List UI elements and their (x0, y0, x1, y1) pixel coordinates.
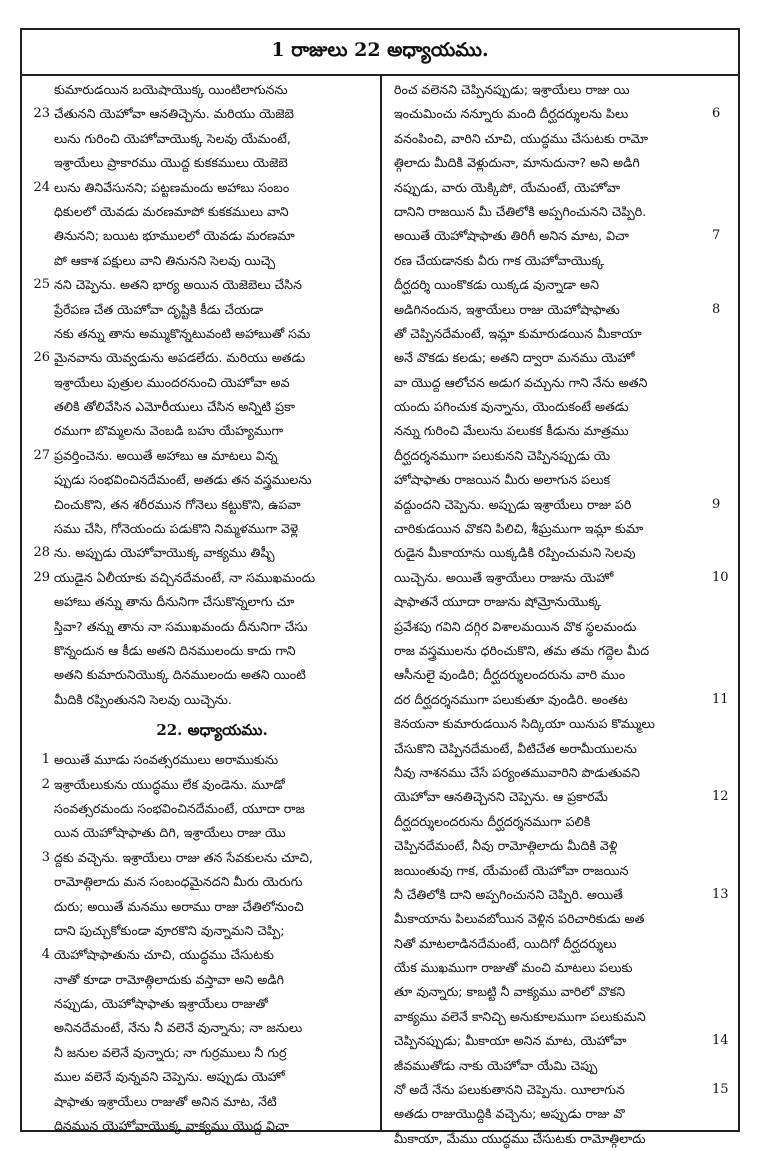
text-line (394, 273, 708, 297)
text-line (394, 1054, 708, 1078)
text-line (394, 956, 708, 980)
text-line (394, 712, 708, 736)
text-line (54, 493, 370, 517)
line-text: నన్ను గురించి మేలును పలుకక కీడును మాత్రము (394, 423, 629, 439)
text-line (54, 992, 370, 1016)
text-line (33, 444, 370, 468)
line-text: రామోత్గిలాదు మన సంబంధమైనదని మీరు యెరుగు (54, 874, 303, 890)
text-line (394, 1102, 708, 1126)
text-line (394, 444, 708, 468)
text-line (41, 773, 370, 797)
text-line (394, 834, 708, 858)
text-line (54, 395, 370, 419)
text-line (394, 371, 708, 395)
text-line (394, 517, 708, 541)
line-text: నప్పుడు, వారు యెక్కిపో, యేమంటే, యెహోవా (394, 179, 621, 195)
text-line (394, 346, 708, 370)
text-line (54, 224, 370, 248)
line-text: ప్రవేశపు గవిని దగ్గిర విశాలమయిన వొక స్థలమందు (394, 618, 637, 634)
line-text: ప్రేరేపణ చేత యెహోవా దృష్టికి కీడు చేయడా (54, 301, 264, 317)
line-text: మీకాయాను పిలువబోయిన వెళ్లిన పరిచారికుడు అత (394, 911, 645, 927)
line-text: దానిని రాజయిన మీ చేతిలోకి అప్పగించునని చెప్పిరి. (394, 203, 647, 219)
verse-number: 27 (33, 447, 50, 463)
text-line (394, 566, 729, 590)
text-columns (22, 74, 738, 1146)
text-line (394, 688, 729, 712)
line-text: నకు తన్ను తాను అమ్ముకొన్నటువంటి అహాబుతో సమ (54, 325, 311, 341)
text-line (54, 371, 370, 395)
line-text: మైనవాను యెవ్వడును అపడలేదు. మరియు అతడు (54, 350, 306, 366)
line-text: దీర్ఘదర్శులందరును దీర్ఘదర్శనముగా పలికి (394, 813, 591, 829)
text-line (394, 249, 708, 273)
text-line (394, 1005, 708, 1029)
line-text: ధికులలో యెవడు మరణమాపో కుకకములు వాని (54, 203, 289, 219)
line-text: స్తివా? తన్ను తాను నా సముఖమందు దీనునిగా చేసు (54, 618, 308, 634)
line-text: యిచ్చెను. అయితే ఇశ్రాయేలు రాజును యెహో (394, 569, 614, 585)
line-text: ఇంచుమించు నన్నూరు మంది దీర్ఘదర్శులను పిలు (394, 106, 629, 122)
line-text: కెనయనా కుమారుడయిన సిద్కియా యినుప కొమ్ములు (394, 716, 655, 732)
text-line (394, 127, 708, 151)
line-text: యేక ముఖముగా రాజుతో మంచి మాటలు పలుకు (394, 960, 633, 976)
text-line (33, 541, 370, 565)
text-line (54, 895, 370, 919)
line-text: యందు పగించుక వున్నాను, యెందుకంటే అతడు (394, 399, 629, 415)
line-text: అహాబు తన్ను తాను దీనునిగా చేసుకొన్నలాగు చూ (54, 594, 295, 610)
line-text: మీకాయా, మేము యుద్ధము చేసుటకు రామోత్గిలాదు (394, 1130, 646, 1146)
text-line (394, 419, 708, 443)
line-text: ను. అప్పుడు యెహోవాయొక్క వాక్యము తిష్బీ (54, 545, 275, 561)
text-line (394, 615, 708, 639)
text-line (394, 590, 708, 614)
line-text: ప్పుడు సంభవించినదేమంటే, అతడు తన వస్త్రములను (54, 472, 312, 488)
text-line (54, 151, 370, 175)
text-line (41, 943, 370, 967)
line-text: చేసుకొని చెప్పినదేమంటే, వీటిచేత అరామీయులను (394, 740, 637, 756)
text-line (394, 541, 708, 565)
line-text: తూ వున్నారు; కాబట్టి నీ వాక్యము వారిలో వొకని (394, 984, 626, 1000)
line-text: లును గురించి యెహోవాయొక్క సెలవు యేమంటే, (54, 130, 291, 146)
line-text: హోషాఫాతు రాజయిన మీరు అలాగున పలుక (394, 472, 611, 488)
verse-number: 12 (712, 789, 729, 805)
verse-number: 7 (712, 228, 721, 244)
text-line (54, 468, 370, 492)
verse-number: 23 (33, 106, 50, 122)
line-text: షాఫాతు ఇశ్రాయేలు రాజుతో అనిన మాట, నేటి (54, 1093, 277, 1109)
line-text: యిన యెహోషాఫాతు దిగి, ఇశ్రాయేలు రాజు యొ (54, 825, 286, 841)
line-text: జీవముతోడు నాకు యెహోవా యేమి చెప్పు (394, 1057, 598, 1073)
text-line (54, 200, 370, 224)
line-text: కుమారుడయిన బయెషాయొక్క యింటిలాగునను (54, 82, 288, 97)
line-text: దర దీర్ఘదర్శనముగా పలుకుతూ వుండిరి. అంతట (394, 691, 628, 707)
text-line (394, 980, 708, 1004)
line-text: రాజ వస్త్రములను ధరించుకొని, తమ తమ గద్దెల మీద (394, 642, 650, 658)
text-line (33, 566, 370, 590)
line-text: వా యొద్ద ఆలోచన అడుగ వచ్చును గాని నేను అతని (394, 374, 648, 390)
line-text: నీ చేతిలోకి దాని అప్పగించునని చెప్పిరి. అయితే (394, 886, 623, 902)
line-text: వనంపించి, వారిని చూచి, యుద్ధము చేసుటకు రామో (394, 130, 649, 146)
line-text: చెప్పినదేమంటే, నీవు రామోత్గిలాదు మీదికి వెళ్లి (394, 838, 618, 854)
line-text: కొన్నందున ఆ కీడు అతని దినములందు కాదు గాని (54, 642, 296, 658)
line-text: ద్దకు వచ్చెను. ఇశ్రాయేలు రాజు తన సేవకులను చూచి, (54, 849, 313, 865)
text-line (54, 968, 370, 992)
line-text: తలికి తోలివేసిన ఎమోరీయులు చేసిన అన్నిటి ప్రకా (54, 399, 296, 415)
text-line (394, 200, 708, 224)
line-text: దీర్ఘదర్శి యింకొకడు యిక్కడ వున్నాడా అని (394, 277, 599, 293)
text-line (54, 298, 370, 322)
line-text: సంవత్సరమందు సంభవించినదేమంటే, యూదా రాజ (54, 800, 305, 816)
line-text: అతడు రాజుయొద్దికి వచ్చెను; అప్పుడు రాజు వొ (394, 1106, 625, 1122)
line-text: యెహోషాఫాతును చూచి, యుద్ధము చేసుటకు (54, 947, 274, 963)
line-text: ఇశ్రాయేలు పుత్రుల ముందరనుంచి యెహోవా అవ (54, 374, 290, 390)
verse-number: 8 (712, 301, 721, 317)
text-line (33, 273, 370, 297)
text-line (54, 1114, 370, 1138)
verse-number: 25 (33, 277, 50, 293)
verse-number: 10 (712, 569, 729, 585)
text-line (394, 907, 708, 931)
line-text: వద్దుందని చెప్పెను. అప్పుడు ఇశ్రాయేలు రాజు పరి (394, 496, 632, 512)
line-text: నితో మాటలాడినదేమంటే, యిదిగో దీర్ఘదర్శులు (394, 935, 617, 951)
line-text: తో చెప్పినదేమంటే, ఇమ్లా కుమారుడయిన మీకాయా (394, 325, 642, 341)
verse-number: 24 (33, 179, 50, 195)
text-line (54, 1065, 370, 1089)
text-line (394, 298, 721, 322)
line-text: పో ఆకాశ పక్షులు వాని తినునని సెలవు యిచ్చె (54, 252, 276, 268)
line-text: అనినదేమంటే, నేను నీ వలెనే వున్నాను; నా జనులు (54, 1020, 303, 1036)
line-text: తినునని; బయిట భూములలో యెవడు మరణమా (54, 228, 295, 244)
line-text: చెప్పినప్పుడు; మీకాయా అనిన మాట, యెహోవా (394, 1033, 627, 1049)
line-text: లును తినివేసునని; పట్టణమందు అహాబు సంబం (54, 179, 290, 195)
text-line (54, 127, 370, 151)
line-text: ముల వలెనే వున్నవని చెప్పెను. అప్పుడు యెహో (54, 1069, 285, 1085)
verse-number: 2 (41, 776, 50, 792)
chapter-heading: 22. అధ్యాయము. (156, 721, 268, 740)
text-line (394, 761, 708, 785)
line-text: ఇశ్రాయేలు ప్రాకారము యొద్ద కుకకములు యెజెబె (54, 155, 288, 171)
text-line (33, 102, 370, 126)
text-line (394, 493, 721, 517)
text-line (54, 870, 370, 894)
verse-number: 26 (33, 350, 50, 366)
text-line (394, 224, 721, 248)
line-text: చేతునని యెహోవా ఆనతిచ్చెను. మరియు యెజెబె (54, 106, 294, 122)
line-text: దురు; అయితే మనము అరాము రాజు చేతిలోనుంచి (54, 898, 304, 914)
line-text: నీ జనుల వలెనే వున్నారు; నా గుర్రములు నీ గుర్ర (54, 1044, 287, 1060)
line-text: అతని కుమారునియొక్క దినములందు అతని యింటి (54, 667, 306, 683)
text-line (394, 151, 708, 175)
page-title: 1 రాజులు 22 అధ్యాయము. (271, 38, 489, 61)
verse-number: 6 (712, 106, 721, 122)
text-line (54, 821, 370, 845)
text-line (394, 176, 708, 200)
line-text: నో అదే నేను పలుకుతానని చెప్పెను. యీలాగున (394, 1082, 625, 1098)
line-text: ప్రవర్తించెను. అయితే అహాబు ఆ మాటలు విన్న (54, 447, 278, 463)
line-text: అయితే మూడు సంవత్సరములు అరాముకును (54, 752, 279, 768)
text-line (54, 663, 370, 687)
page-header (22, 30, 738, 76)
line-text: నని చెప్పెను. అతని భార్య అయిన యెజెబెలు చేసిన (54, 277, 302, 293)
verse-number: 29 (33, 569, 50, 585)
right-column (380, 74, 738, 1146)
verse-number: 15 (712, 1082, 729, 1098)
text-line (33, 176, 370, 200)
text-line (54, 322, 370, 346)
text-line (394, 785, 729, 809)
left-column (22, 74, 380, 1134)
line-text: రణ చేయడానకు వీరు గాక యెహోవాయొక్క (394, 252, 605, 268)
line-text: చించుకొని, తన శరీరమున గోనెలు కట్టుకొని, ఉపవా (54, 496, 301, 512)
text-line (41, 748, 370, 772)
text-line (394, 322, 708, 346)
text-line (394, 663, 708, 687)
text-line (54, 78, 370, 102)
text-line (394, 1127, 708, 1151)
verse-number: 14 (712, 1033, 729, 1049)
line-text: వాక్యము వలెనే కానిచ్చి అనుకూలముగా పలుకుమని (394, 1008, 646, 1024)
text-line (54, 590, 370, 614)
text-line (54, 688, 370, 712)
text-line (394, 395, 708, 419)
text-line (54, 517, 370, 541)
text-line (41, 846, 370, 870)
line-text: దాని పుచ్చుకోకుండా వూరకొని వున్నామని చెప్పి; (54, 922, 285, 938)
verse-number: 3 (41, 849, 50, 865)
text-line (394, 883, 729, 907)
text-line (54, 419, 370, 443)
text-line (394, 468, 708, 492)
text-line (394, 1029, 729, 1053)
text-line (54, 1041, 370, 1065)
line-text: నప్పుడు, యెహోషాఫాతు ఇశ్రాయేలు రాజుతో (54, 996, 268, 1012)
line-text: ఆసీనులై వుండిరి; దీర్ఘదర్శులందరును వారి ముం (394, 667, 626, 683)
page-frame (20, 28, 740, 1146)
line-text: రముగా బొమ్మలను వెంబడి బహు యేహ్యముగా (54, 423, 284, 439)
verse-number: 9 (712, 496, 721, 512)
text-line (54, 615, 370, 639)
line-text: రించ వలెనని చెప్పినప్పుడు; ఇశ్రాయేలు రాజు యి (394, 82, 630, 97)
line-text: రుడైన మీకాయాను యిక్కడికి రప్పించుమని సెలవు (394, 545, 636, 561)
line-text: యుడైన ఏలీయాకు వచ్చినదేమంటే, నా సముఖమందు (54, 569, 316, 585)
verse-number: 13 (712, 886, 729, 902)
text-line (394, 1078, 729, 1102)
verse-number: 1 (41, 752, 50, 768)
line-text: సము చేసి, గోనెయందు పడుకొని నిమ్మళముగా వెళ్లె (54, 521, 299, 537)
line-text: షాఫాతనే యూదా రాజును షోమ్రోనుయొక్క (394, 594, 601, 610)
text-line (54, 249, 370, 273)
line-text: అడిగినందున, ఇశ్రాయేలు రాజు యెహోషాఫాతు (394, 301, 620, 317)
verse-number: 4 (41, 947, 50, 963)
line-text: మీదికి రప్పింతునని సెలవు యిచ్చెను. (54, 691, 232, 707)
text-line (394, 932, 708, 956)
text-line (394, 859, 708, 883)
verse-number: 11 (712, 691, 729, 707)
text-line (54, 1090, 370, 1114)
line-text: అనే వొకడు కలడు; అతని ద్వారా మనము యెహో (394, 350, 635, 366)
text-line (394, 639, 708, 663)
text-line (394, 737, 708, 761)
text-line (54, 797, 370, 821)
line-text: నాతో కూడా రామోత్గిలాదుకు వస్తావా అని అడిగి (54, 971, 285, 987)
verse-number: 28 (33, 545, 50, 561)
text-line (54, 639, 370, 663)
line-text: త్గిలాదు మీదికి వెళ్లుదునా, మానుదునా? అని అడిగి (394, 155, 640, 171)
text-line (394, 810, 708, 834)
line-text: దినమున యెహోవాయొక్క వాక్యము యొద్ద విచా (54, 1118, 289, 1134)
line-text: జయింతువు గాక, యేమంటే యెహోవా రాజయిన (394, 862, 629, 878)
line-text: అయితే యెహోషాఫాతు తిరిగీ అనిన మాట, విచా (394, 228, 629, 244)
text-line (54, 1016, 370, 1040)
line-text: నీవు నాశనము చేసే పర్యంతమువారిని పొడుతువని (394, 764, 640, 780)
line-text: దీర్ఘదర్శనముగా పలుకునని చెప్పినప్పుడు యె (394, 447, 611, 463)
text-line (54, 919, 370, 943)
line-text: యెహోవా ఆనతిచ్చెనని చెప్పెను. ఆ ప్రకారమే (394, 789, 608, 805)
text-line (33, 346, 370, 370)
text-line (394, 78, 708, 102)
line-text: చారికుడయిన వొకని పిలిచి, శీఘ్రముగా ఇమ్లా కుమా (394, 521, 644, 537)
text-line (394, 102, 721, 126)
line-text: ఇశ్రాయేలుకును యుద్ధము లేక వుండెను. మూడో (54, 776, 285, 792)
